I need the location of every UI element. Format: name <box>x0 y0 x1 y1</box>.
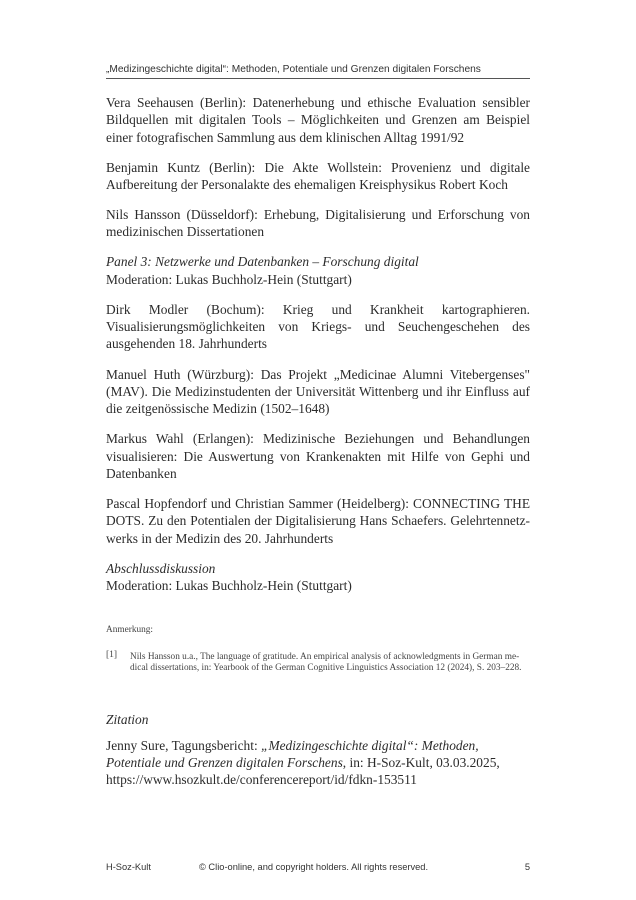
notes-label: Anmerkung: <box>106 625 153 636</box>
talk-entry: Markus Wahl (Erlangen): Medizinische Beziehungen und Behandlungen visualisieren: Die Auswertung von Krankenakten mit Hilfe von Gephi und Datenbanken <box>106 431 530 481</box>
footnote-marker[interactable]: [1] <box>106 649 118 660</box>
footnote <box>106 649 530 675</box>
panel-title: Panel 3: Netzwerke und Datenbanken – Forschung digital <box>106 254 419 270</box>
talk-entry: Nils Hansson (Düsseldorf): Erhebung, Digitalisierung und Erforschung von medizinischen Dissertationen <box>106 207 530 240</box>
citation-prefix: Jenny Sure, Tagungsbericht: <box>106 737 262 753</box>
footnote-text: Nils Hansson u.a., The language of gratitude. An empirical analysis of acknowledgments in German medical dissertations, in: Yearbook of the German Cognitive Linguistics Association 12 (2024), S. 203–228. <box>130 651 522 673</box>
document-body <box>106 94 530 789</box>
talk-entry: Pascal Hopfendorf und Christian Sammer (Heidelberg): CONNECTING THE DOTS. Zu den Potentialen der Digitalisierung Hans Schaefers. Gelehrtennetzwerks in der Medizin des 20. Jahrhunderts <box>106 495 530 546</box>
citation-text <box>106 737 530 789</box>
closing-discussion-block <box>106 560 530 595</box>
footer-copyright: © Clio-online, and copyright holders. All rights reserved. <box>199 862 429 872</box>
page-number: 5 <box>524 862 530 872</box>
talk-entry: Dirk Modler (Bochum): Krieg und Krankheit kartographieren. Visualisierungsmöglichkeiten von Kriegs- und Seuchengeschehen des ausgehenden 18. Jahrhunderts <box>106 301 530 352</box>
footer-site-name: H-Soz-Kult <box>106 862 151 872</box>
citation-title: „Medizingeschichte digital“: Methoden, Potentiale und Grenzen digitalen Forschens <box>106 737 479 771</box>
panel-3-block <box>106 253 530 288</box>
running-header: „Medizingeschichte digital“: Methoden, Potentiale und Grenzen digitalen Forschens <box>106 64 530 79</box>
talk-entry: Manuel Huth (Würzburg): Das Projekt „Medicinae Alumni Vitebergenses" (MAV). Die Medizinstudenten der Universität Wittenberg und ihr Einfluss auf die zeitgenössische Medizin (1502–1648) <box>106 366 530 417</box>
citation-url[interactable]: https://www.hsozkult.de/conferencereport/id/fdkn-153511 <box>106 772 418 788</box>
panel-moderation: Moderation: Lukas Buchholz-Hein (Stuttgart) <box>106 271 352 287</box>
talk-entry: Vera Seehausen (Berlin): Datenerhebung und ethische Evaluation sensibler Bildquellen mit digitalen Tools – Möglichkeiten und Grenzen am Beispiel einer fotografischen Sammlung aus dem klinischen Alltag 1991/92 <box>106 95 530 145</box>
citation-heading: Zitation <box>106 711 149 727</box>
closing-moderation: Moderation: Lukas Buchholz-Hein (Stuttgart) <box>106 577 352 593</box>
page-footer <box>106 862 530 876</box>
talk-entry: Benjamin Kuntz (Berlin): Die Akte Wollstein: Provenienz und digitale Aufbereitung der Personalakte des ehemaligen Kreisphysikus Robert Koch <box>106 159 530 192</box>
citation-suffix: , in: H-Soz-Kult, 03.03.2025, <box>342 755 500 771</box>
closing-title: Abschlussdiskussion <box>106 560 216 576</box>
